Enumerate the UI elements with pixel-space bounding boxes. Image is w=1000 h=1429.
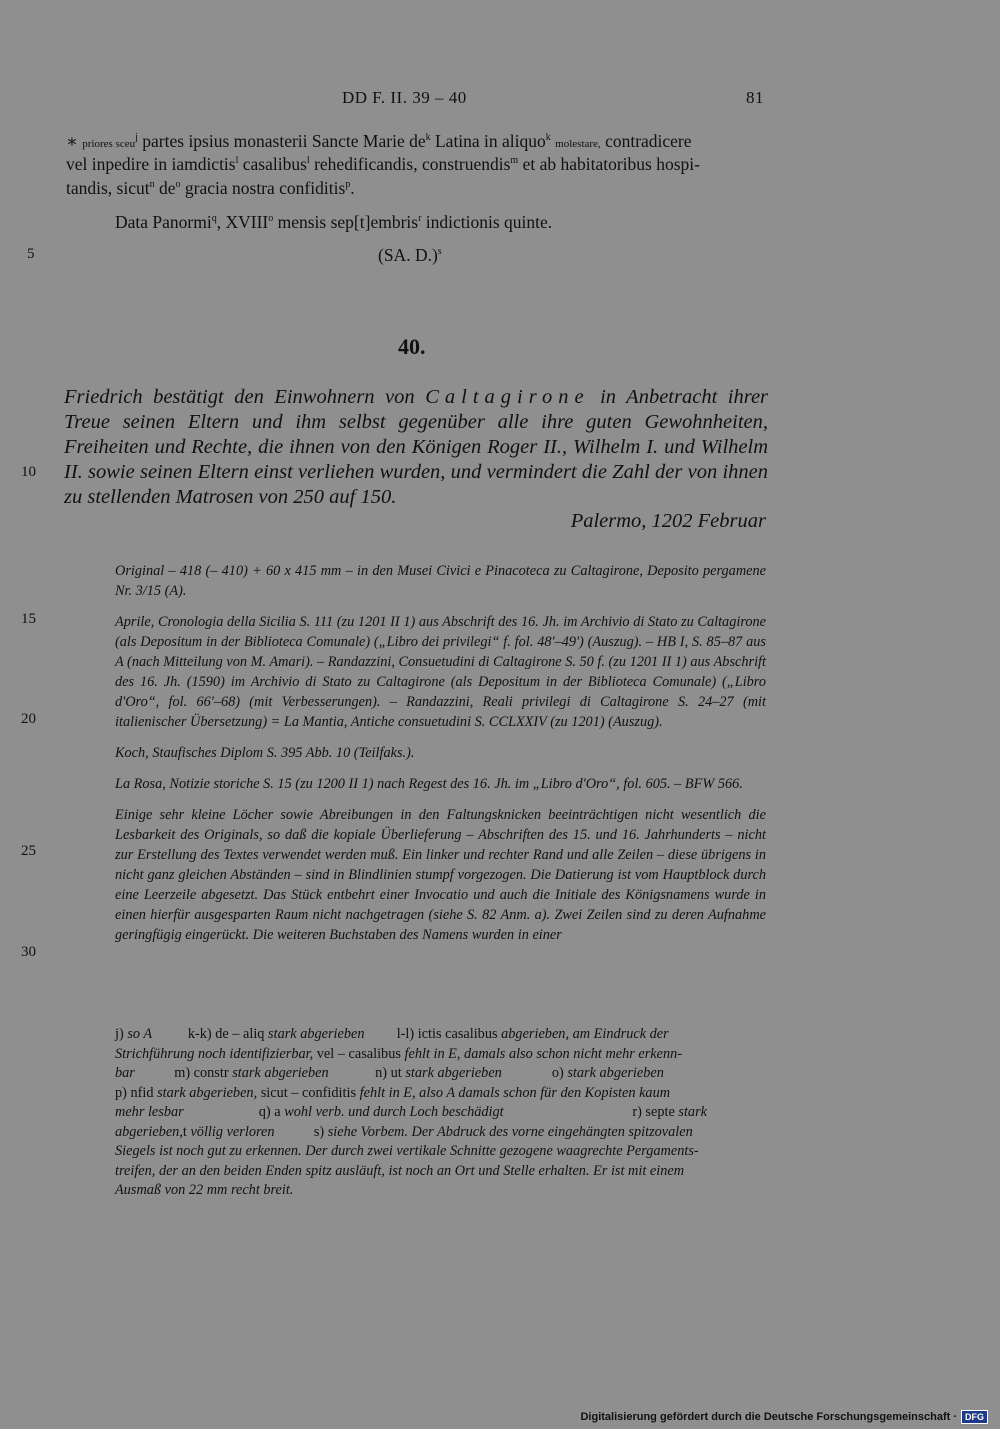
note-text: bar (115, 1065, 135, 1081)
line-number: 15 (21, 611, 36, 627)
note-text: siehe Vorbem. Der Abdruck des vorne eingehängten spitzovalen (327, 1123, 693, 1140)
footnote-row (115, 1084, 766, 1104)
footnote-row (115, 1103, 766, 1123)
dating-line (115, 211, 552, 234)
footnote-row: Ausmaß von 22 mm recht breit. (115, 1182, 294, 1198)
text-fragment: partes ipsius monasterii Sancte Marie de (142, 131, 426, 151)
apparatus (115, 561, 766, 956)
text-fragment: indictionis quinte. (425, 212, 553, 232)
note-text: s) (313, 1123, 325, 1140)
text-fragment: priores sceu (82, 138, 136, 150)
regest-place: Caltagirone (425, 386, 590, 408)
running-header: DD F. II. 39 – 40 (342, 88, 467, 107)
text-fragment: casalibus (242, 154, 307, 174)
text-fragment: de (158, 178, 176, 198)
footnote-mark: o (175, 179, 181, 191)
document-number: 40. (398, 334, 426, 359)
apparatus-paragraph: La Rosa, Notizie storiche S. 15 (zu 1200 II 1) nach Regest des 16. Jh. im „Libro d'Oro“, fol. 605. – BFW 566. (115, 776, 743, 792)
footnote-mark: n (149, 179, 155, 191)
note-text: stark abgerieben (232, 1065, 329, 1081)
regest-text (64, 385, 768, 510)
note-text: stark (678, 1104, 707, 1120)
text-fragment: Data Panormi (115, 212, 212, 232)
note-text: k-k) de – aliq (187, 1026, 265, 1042)
footnote-row (115, 1045, 766, 1065)
note-text: p) nfid (115, 1084, 154, 1101)
text-fragment: vel inpedire in iamdictis (66, 154, 236, 174)
footnote-mark: r (418, 213, 422, 225)
line-number: 10 (21, 464, 36, 480)
apparatus-paragraph: Original – 418 (– 410) + 60 x 415 mm – in den Musei Civici e Pinacoteca zu Caltagirone, Deposito pergamene Nr. 3/15 (A). (115, 563, 766, 599)
text-fragment: Latina in aliquo (434, 131, 546, 151)
footer-text: Digitalisierung gefördert durch die Deutsche Forschungsgemeinschaft · (580, 1411, 957, 1423)
text-fragment: contradicere (605, 131, 692, 151)
funding-footer (580, 1410, 988, 1424)
apparatus-paragraph: Koch, Staufisches Diplom S. 395 Abb. 10 (Teilfaks.). (115, 745, 415, 761)
note-text: t (182, 1123, 187, 1140)
note-text: m) constr (174, 1065, 229, 1081)
footnote-mark: k (545, 132, 551, 144)
text-fragment: et ab habitatoribus hospi- (522, 154, 700, 174)
note-text: fehlt in E, also A damals schon für den Kopisten kaum (359, 1084, 671, 1101)
footnote-row: treifen, der an den beiden Enden spitz ausläuft, ist noch an Ort und Stelle erhalten. Er ist mit einem (115, 1162, 685, 1179)
footnote-row (115, 1123, 766, 1143)
note-text: sicut – confiditis (260, 1084, 357, 1101)
text-line-2 (66, 153, 700, 176)
footnote-mark: k (425, 132, 431, 144)
footnote-row: Siegels ist noch gut zu erkennen. Der durch zwei vertikale Schnitte gezogene waagrechte Pergaments- (115, 1143, 699, 1159)
seal-line (378, 244, 442, 267)
apparatus-paragraph: Einige sehr kleine Löcher sowie Abreibungen in den Faltungsknicken beeinträchtigen nicht wesentlich die Lesbarkeit des Originals, so daß die kopiale Überlieferung – Abschriften des 15. und 16. Jahrhunderts – nicht zur Erstellung des Textes verwendet werden muß. Ein linker und rechter Rand und alle Zeilen – diese übrigens in nicht ganz gleichen Abständen – sind in Blindlinien stumpf vorgezogen. Die Datierung ist vom Hauptblock durch eine Leerzeile abgesetzt. Das Stück entbehrt einer Invocatio und auch die Initiale des Königsnamens wurde in einen hierfür ausgesparten Raum nicht nachgetragen (siehe S. 82 Anm. a). Zwei Zeilen sind zu deren Aufnahme geringfügig eingerückt. Die weiteren Buchstaben des Namens wurden in einer (115, 807, 766, 943)
dfg-logo: DFG (961, 1410, 988, 1424)
note-text: vel – casalibus (316, 1045, 401, 1062)
footnote-mark: q (211, 213, 217, 225)
note-text: r) septe (632, 1104, 675, 1120)
regest-fragment: in Anbetracht ihrer Treue seinen Eltern und ihm selbst gegenüber alle ihre guten Gewohnheiten, Freiheiten und Rechte, die ihnen von den Königen Roger II., Wilhelm I. und Wilhelm II. sowie seinen Eltern einst verliehen wurden, und vermindert die Zahl der von ihnen zu stellenden Matrosen von 250 auf 150. (64, 386, 769, 508)
regest (64, 385, 768, 510)
note-text: stark abgerieben, (157, 1084, 258, 1101)
apparatus-paragraph: Aprile, Cronologia della Sicilia S. 111 (zu 1201 II 1) aus Abschrift des 16. Jh. im Archivio di Stato zu Caltagirone (als Depositum in der Biblioteca Comunale) („Libro dei privilegi“ f. fol. 48'–49') (Auszug). – HB I, S. 85–87 aus A (nach Mitteilung von M. Amari). – Randazzini, Consuetudini di Caltagirone S. 50 f. (zu 1201 II 1) aus Abschrift des 16. Jh. (1590) im Archivio di Stato zu Caltagirone (als Depositum in der Biblioteca Comunale) („Libro d'Oro“, fol. 66'–68) (mit Verbesserungen). – Randazzini, Reali privilegi di Caltagirone S. 24–27 (mit italienischer Übersetzung) = La Mantia, Antiche consuetudini S. CCLXXIV (zu 1201) (Auszug). (115, 614, 766, 730)
note-text: n) ut (375, 1065, 402, 1081)
note-text: l-l) ictis casalibus (396, 1026, 498, 1042)
footnotes (115, 1025, 766, 1201)
note-text: stark abgerieben (268, 1026, 365, 1042)
text-line-3: tandis, sicut$^n$ $de^o$ gracia nostra confiditis$^p$. (66, 178, 355, 198)
footnote-mark: m (510, 155, 519, 167)
page-number: 81 (746, 88, 764, 107)
footnote-row (115, 1064, 766, 1084)
line-number: 5 (27, 246, 35, 262)
note-text: Strichführung noch identifizierbar, (115, 1045, 314, 1062)
note-text: abgerieben, am Eindruck der (501, 1026, 669, 1042)
note-text: stark abgerieben (567, 1065, 664, 1081)
note-text: wohl verb. und durch Loch beschädigt (284, 1104, 504, 1120)
asterisk-mark: ∗ (66, 131, 78, 151)
note-text: abgerieben, (115, 1123, 183, 1140)
footnote-mark: l (235, 155, 239, 167)
footnote-mark: p (345, 179, 351, 191)
note-text: q) a (258, 1104, 281, 1120)
text-fragment: mensis sep[t]embris (277, 212, 419, 232)
text-fragment: tandis, sicut (66, 178, 150, 198)
note-text: o) (551, 1065, 564, 1081)
regest-fragment: Friedrich bestätigt den Einwohnern von (64, 386, 415, 408)
line-number: 30 (21, 944, 36, 960)
text-fragment: , XVIII (216, 212, 269, 232)
footnote-mark: l (306, 155, 310, 167)
date-place: Palermo, 1202 Februar (570, 510, 766, 532)
footnote-mark: j (135, 132, 138, 144)
note-text: j) (115, 1026, 124, 1042)
note-text: stark abgerieben (405, 1065, 502, 1081)
text-fragment: molestare, (555, 138, 601, 150)
text-fragment: (SA. D.) (378, 245, 438, 265)
text-fragment: gracia nostra confiditis (184, 178, 346, 198)
text-fragment: rehedificandis, construendis (314, 154, 511, 174)
note-text: so A (127, 1026, 153, 1042)
line-number: 25 (21, 843, 36, 859)
footnote-mark: s (437, 246, 442, 258)
footnote-row (115, 1025, 766, 1045)
line-number: 20 (21, 711, 36, 727)
footnote-mark: o (268, 213, 274, 225)
note-text: fehlt in E, damals also schon nicht mehr erkenn- (404, 1045, 683, 1062)
note-text: völlig verloren (190, 1123, 275, 1140)
note-text: mehr lesbar (115, 1104, 184, 1120)
